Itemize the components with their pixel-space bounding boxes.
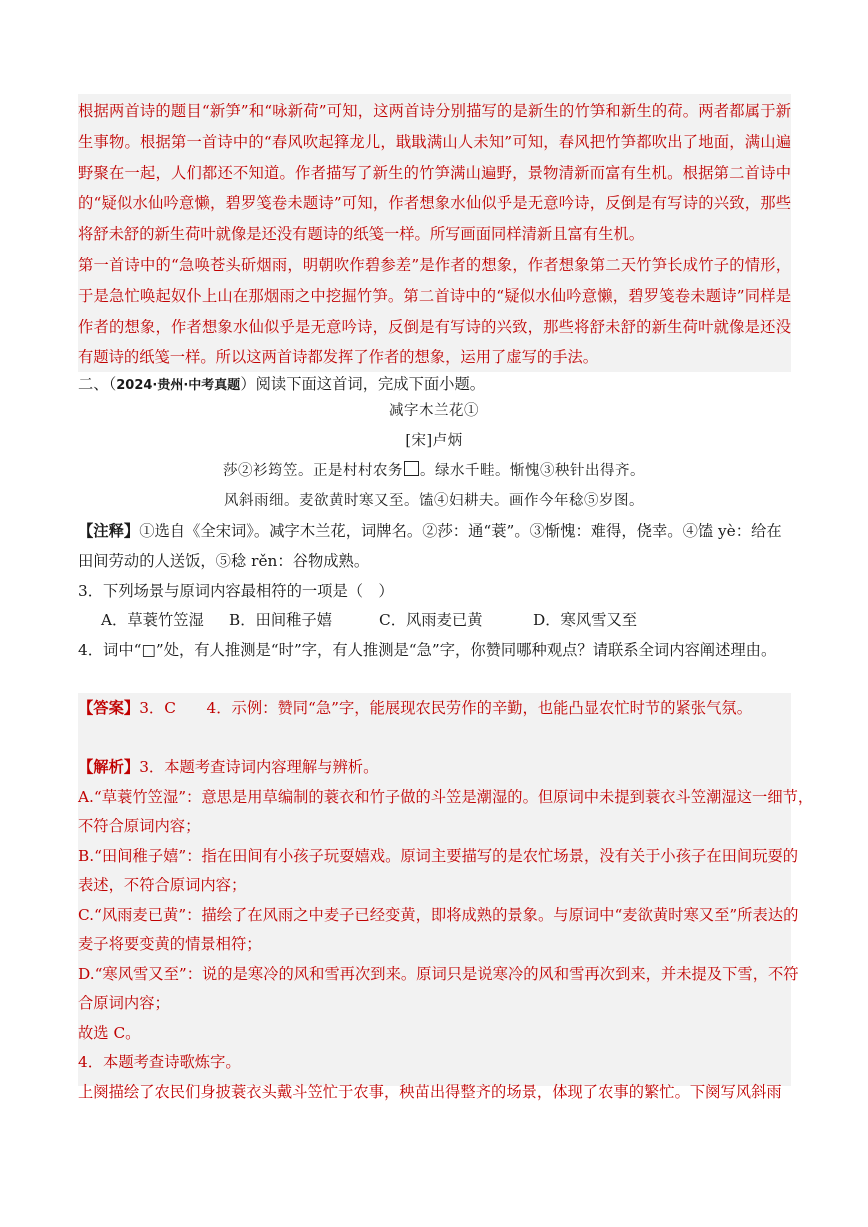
analysis-b-2: 表述，不符合原词内容；: [78, 876, 247, 894]
analysis-c-1: C.“风雨麦已黄”：描绘了在风雨之中麦子已经变黄，即将成熟的景象。与原词中“麦欲黄时寒又至”所表达的: [78, 906, 799, 924]
poem-title: 减字木兰花①: [389, 403, 479, 419]
analysis-d-1: D.“寒风雪又至”：说的是寒冷的风和雪再次到来。原词只是说寒冷的风和雪再次到来，并未提及下雪，不符: [78, 965, 799, 983]
analysis-d-2: 合原词内容；: [78, 994, 170, 1012]
note-line-2: 田间劳动的人送饭，⑤稔 rěn：谷物成熟。: [78, 552, 370, 570]
option-d: D．寒风雪又至: [533, 611, 638, 629]
poem-line-1: 莎②衫筠笠。正是村村农务 。绿水千畦。惭愧③秧针出得齐。: [223, 463, 645, 479]
answer-label: 【答案】: [78, 699, 140, 717]
analysis-q4-head: 4．本题考查诗歌炼字。: [78, 1053, 241, 1071]
analysis-choose: 故选 C。: [78, 1024, 141, 1042]
analysis-b-1: B.“田间稚子嬉”：指在田间有小孩子玩耍嬉戏。原词主要描写的是农忙场景，没有关于小孩子在田间玩耍的: [78, 847, 799, 865]
previous-analysis-block: [78, 94, 791, 372]
poem-author: [宋]卢炳: [405, 433, 463, 449]
option-b: B．田间稚子嬉: [229, 611, 333, 629]
analysis-head: 【解析】3．本题考查诗词内容理解与辨析。: [78, 758, 379, 776]
option-a: A．草蓑竹笠湿: [101, 611, 204, 629]
note-label: 【注释】: [78, 522, 140, 540]
question-3-options: [101, 605, 637, 636]
option-c: C．风雨麦已黄: [379, 611, 483, 629]
poem-line-2: 风斜雨细。麦欲黄时寒又至。馌④妇耕夫。画作今年稔⑤岁图。: [224, 493, 644, 509]
analysis-q4-text: 上阕描绘了农民们身披蓑衣头戴斗笠忙于农事，秧苗出得整齐的场景，体现了农事的繁忙。下阕写风斜雨: [78, 1083, 782, 1101]
note-line-1: 【注释】①选自《全宋词》。减字木兰花，词牌名。②莎：通“蓑”。③惭愧：难得，侥幸。④馌 yè：给在: [78, 522, 782, 540]
analysis-paragraph-2: 第一首诗中的“急唤苍头斫烟雨，明朝吹作碧参差”是作者的想象，作者想象第二天竹笋长成竹子的情形，于是急忙唤起奴仆上山在那烟雨之中挖掘竹笋。第二首诗中的“疑似水仙吟意懒，碧罗笺卷未题诗”同样是作者的想象，作者想象水仙似乎是无意吟诗，反倒是有写诗的兴致，那些将舒未舒的新生荷叶就像是还没有题诗的纸笺一样。所以这两首诗都发挥了作者的想象，运用了虚写的手法。: [78, 255, 791, 367]
question-4-stem: 4．词中“□”处，有人推测是“时”字，有人推测是“急”字，你赞同哪种观点？请联系全词内容阐述理由。: [78, 641, 777, 659]
analysis-c-2: 麦子将要变黄的情景相符；: [78, 935, 262, 953]
analysis-paragraph-1: 根据两首诗的题目“新笋”和“咏新荷”可知，这两首诗分别描写的是新生的竹笋和新生的荷。两者都属于新生事物。根据第一首诗中的“春风吹起箨龙儿，戢戢满山人未知”可知，春风把竹笋都吹出了地面，满山遍野聚在一起，人们都还不知道。作者描写了新生的竹笋满山遍野，景物清新而富有生机。根据第二首诗中的“疑似水仙吟意懒，碧罗笺卷未题诗”可知，作者想象水仙似乎是无意吟诗，反倒是有写诗的兴致，那些将舒未舒的新生荷叶就像是还没有题诗的纸笺一样。所写画面同样清新且富有生机。: [78, 102, 791, 244]
blank-box: [404, 461, 419, 476]
analysis-a-2: 不符合原词内容；: [78, 817, 201, 835]
answer-line: 【答案】3．C 4．示例：赞同“急”字，能展现农民劳作的辛勤，也能凸显农忙时节的紧张气氛。: [78, 699, 752, 717]
question-3-stem: 3．下列场景与原词内容最相符的一项是（ ）: [78, 582, 394, 600]
analysis-a-1: A.“草蓑竹笠湿”：意思是用草编制的蓑衣和竹子做的斗笠是潮湿的。但原词中未提到蓑衣斗笠潮湿这一细节，: [78, 788, 814, 806]
analysis-label: 【解析】: [78, 758, 140, 776]
question-source: 2024·贵州·中考真题: [116, 378, 241, 393]
section-heading: 二、（2024·贵州·中考真题）阅读下面这首词，完成下面小题。: [78, 375, 486, 393]
